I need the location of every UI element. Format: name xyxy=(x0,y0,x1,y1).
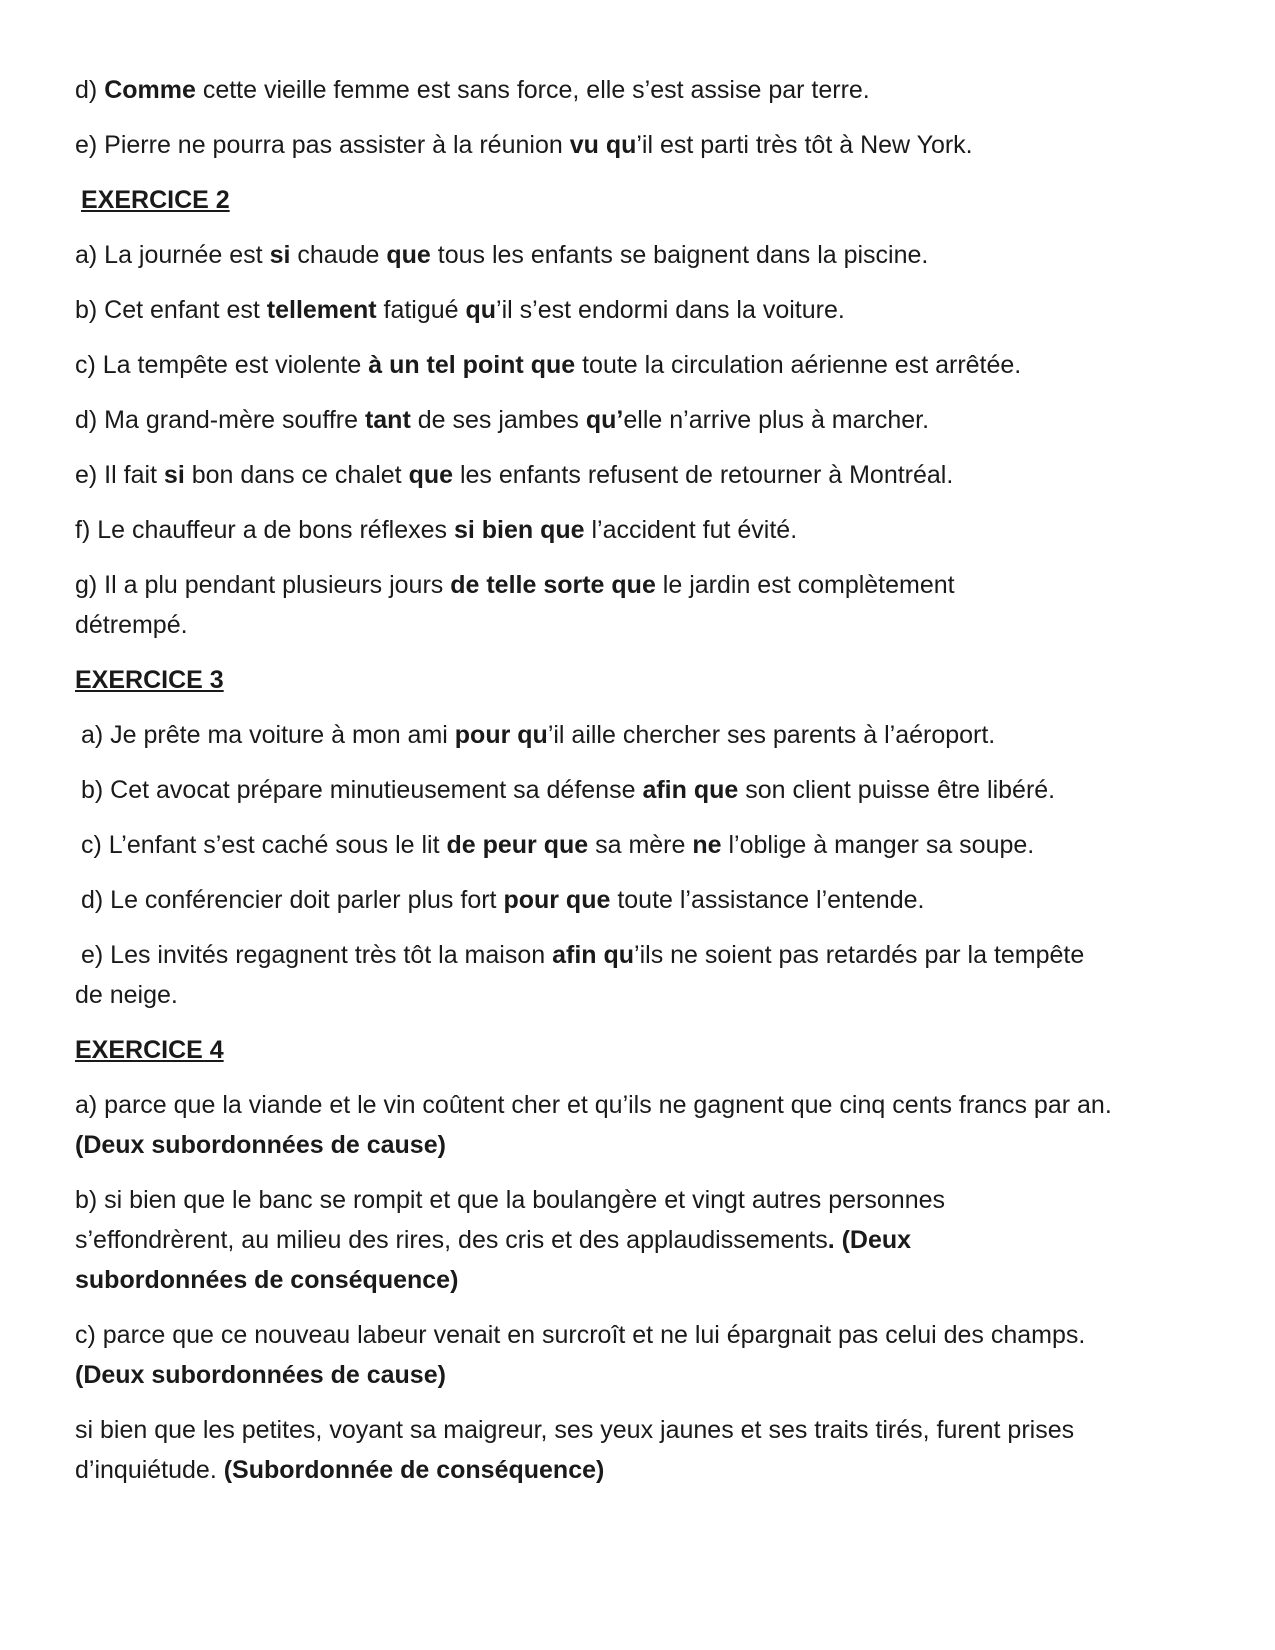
exercise-4-heading: EXERCICE 4 xyxy=(75,1036,224,1064)
ex1-item-d: d) Comme cette vieille femme est sans force, elle s’est assise par terre. xyxy=(75,76,870,104)
exercise-3-heading: EXERCICE 3 xyxy=(75,666,224,694)
ex1-item-e: e) Pierre ne pourra pas assister à la réunion vu qu’il est parti très tôt à New York. xyxy=(75,131,973,159)
ex4-item-d: si bien que les petites, voyant sa maigreur, ses yeux jaunes et ses traits tirés, furent prises d’inquiétude. (Subordonnée de conséquence) xyxy=(75,1416,1075,1484)
ex2-item-e: e) Il fait si bon dans ce chalet que les enfants refusent de retourner à Montréal. xyxy=(75,461,954,489)
ex3-item-d: d) Le conférencier doit parler plus fort pour que toute l’assistance l’entende. xyxy=(81,886,925,914)
ex2-item-b: b) Cet enfant est tellement fatigué qu’il s’est endormi dans la voiture. xyxy=(75,296,845,324)
ex3-item-c: c) L’enfant s’est caché sous le lit de peur que sa mère ne l’oblige à manger sa soupe. xyxy=(81,831,1035,859)
ex2-item-a: a) La journée est si chaude que tous les enfants se baignent dans la piscine. xyxy=(75,241,929,269)
ex2-item-d: d) Ma grand-mère souffre tant de ses jambes qu’elle n’arrive plus à marcher. xyxy=(75,406,930,434)
ex2-item-f: f) Le chauffeur a de bons réflexes si bien que l’accident fut évité. xyxy=(75,516,798,544)
ex4-item-a: a) parce que la viande et le vin coûtent cher et qu’ils ne gagnent que cinq cents francs par an. (Deux subordonnées de cause) xyxy=(75,1091,1112,1159)
ex4-item-c: c) parce que ce nouveau labeur venait en surcroît et ne lui épargnait pas celui des champs. (Deux subordonnées de cause) xyxy=(75,1321,1086,1389)
ex3-item-e: e) Les invités regagnent très tôt la maison afin qu’ils ne soient pas retardés par la tempête de neige. xyxy=(75,941,1085,1009)
exercise-2-heading: EXERCICE 2 xyxy=(81,186,230,214)
ex3-item-b: b) Cet avocat prépare minutieusement sa défense afin que son client puisse être libéré. xyxy=(81,776,1056,804)
ex3-item-a: a) Je prête ma voiture à mon ami pour qu’il aille chercher ses parents à l’aéroport. xyxy=(81,721,996,749)
ex2-item-c: c) La tempête est violente à un tel point que toute la circulation aérienne est arrêtée. xyxy=(75,351,1022,379)
ex2-item-g: g) Il a plu pendant plusieurs jours de telle sorte que le jardin est complètement détrempé. xyxy=(75,571,955,639)
ex4-item-b: b) si bien que le banc se rompit et que la boulangère et vingt autres personnes s’effondrèrent, au milieu des rires, des cris et des applaudissements. (Deux subordonnées de conséquence) xyxy=(75,1186,945,1294)
